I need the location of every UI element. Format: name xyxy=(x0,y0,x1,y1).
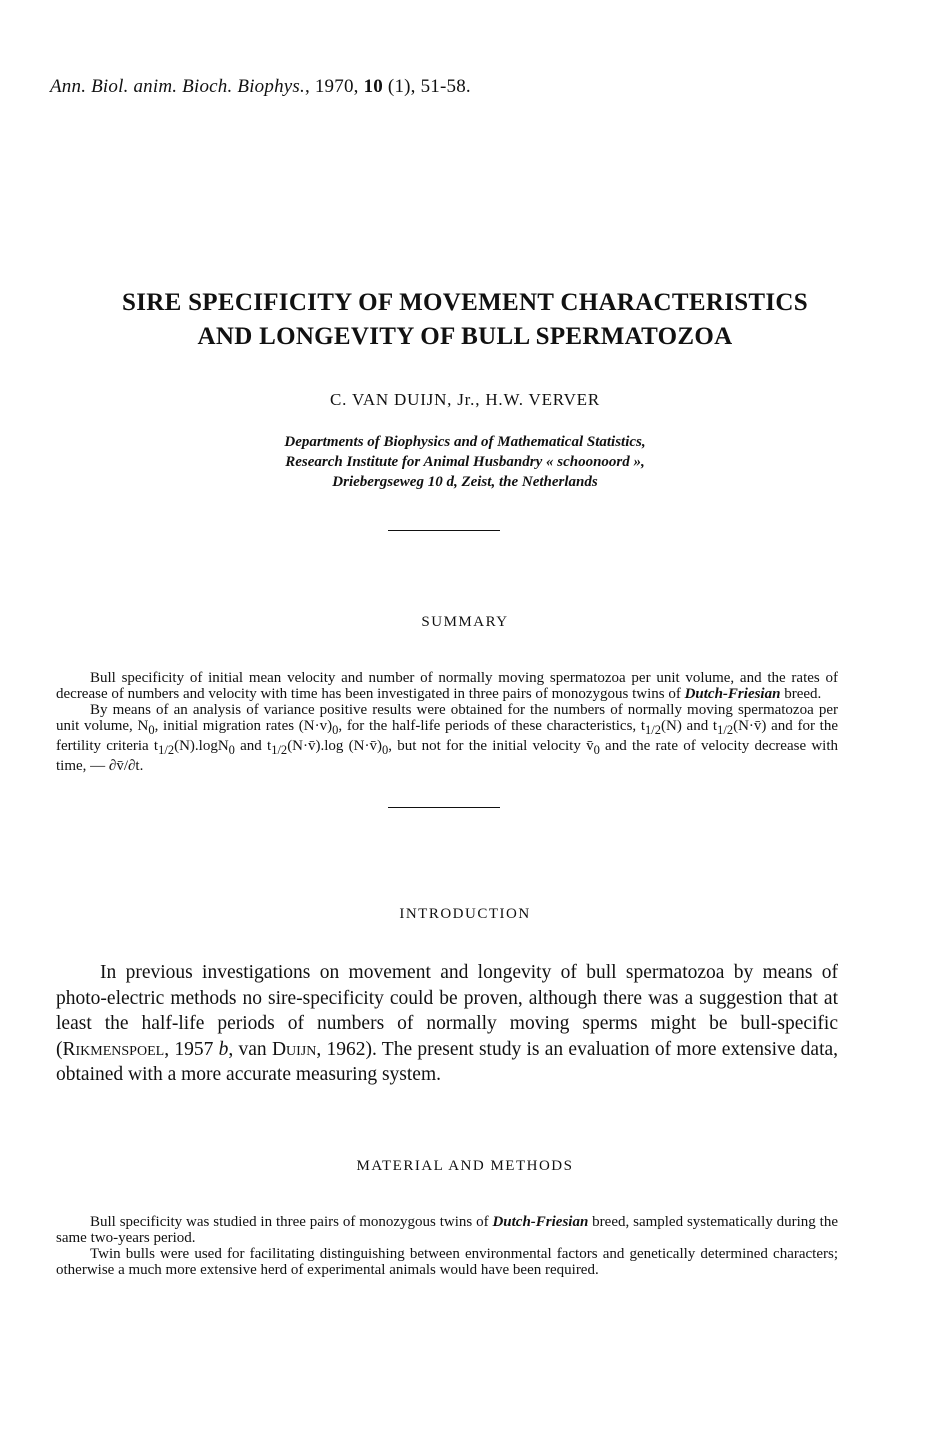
divider-top xyxy=(388,530,500,531)
journal-name: Ann. Biol. anim. Bioch. Biophys. xyxy=(50,76,305,97)
authors: C. VAN DUIJN, Jr., H.W. VERVER xyxy=(330,390,600,409)
summary-paragraph-1: Bull specificity of initial mean velocity and number of normally moving spermatozoa per unit volume, and the rates of decrease of numbers and velocity with time has been investigated in three pairs of monozygous twins of Dutch-Friesian breed. xyxy=(56,670,838,702)
methods-heading: MATERIAL AND METHODS xyxy=(356,1158,574,1174)
divider-bottom xyxy=(388,807,500,808)
introduction-heading: INTRODUCTION xyxy=(399,906,531,922)
summary-body xyxy=(56,670,838,774)
journal-year: , 1970, xyxy=(304,76,364,97)
affiliation-line-2: Research Institute for Animal Husbandry « schoonoord », xyxy=(285,454,645,470)
introduction-paragraph: In previous investigations on movement and longevity of bull spermatozoa by means of photo-electric methods no sire-specificity could be proven, although there was a suggestion that at least the half-life periods of numbers of normally moving sperms might be bull-specific (Rikmenspoel, 1957 b, van Duijn, 1962). The present study is an evaluation of more extensive data, obtained with a more accurate measuring system. xyxy=(56,962,839,1085)
summary-heading: SUMMARY xyxy=(421,614,509,630)
introduction-body xyxy=(56,960,838,1088)
methods-paragraph-2: Twin bulls were used for facilitating distinguishing between environmental factors and genetically determined characters; otherwise a much more extensive herd of experimental animals would have been required. xyxy=(56,1246,838,1278)
journal-pages: (1), 51-58. xyxy=(382,76,471,97)
methods-paragraph-1: Bull specificity was studied in three pairs of monozygous twins of Dutch-Friesian breed, sampled systematically during the same two-years period. xyxy=(56,1214,838,1246)
paper-title xyxy=(0,286,930,354)
journal-citation xyxy=(50,76,471,98)
journal-volume: 10 xyxy=(363,76,383,97)
affiliation xyxy=(0,432,930,492)
summary-paragraph-2: By means of an analysis of variance positive results were obtained for the numbers of normally moving spermatozoa per unit volume, $N_0$, initial migration rates $(N\cdot v)_0$, for the half-life periods of these characteristics, $t_{1/2}(N)$ and $t_{1/2}(N\cdot v̄)$ and for the fertility criteria $t_{1/2}(N).\log N_0$ and $t_{1/2}(N\cdot v̄).\log$ $(N\cdot v̄)_0$, but not for the initial velocity $v̄_0$ and the rate of velocity decrease with time, — ∂v̄/∂t. xyxy=(56,702,839,774)
title-line-2: AND LONGEVITY OF BULL SPERMATOZOA xyxy=(197,323,733,350)
methods-body xyxy=(56,1214,838,1278)
title-line-1: SIRE SPECIFICITY OF MOVEMENT CHARACTERISTICS xyxy=(121,289,808,316)
affiliation-line-3: Driebergseweg 10 d, Zeist, the Netherlands xyxy=(332,474,598,490)
affiliation-line-1: Departments of Biophysics and of Mathematical Statistics, xyxy=(284,434,646,450)
